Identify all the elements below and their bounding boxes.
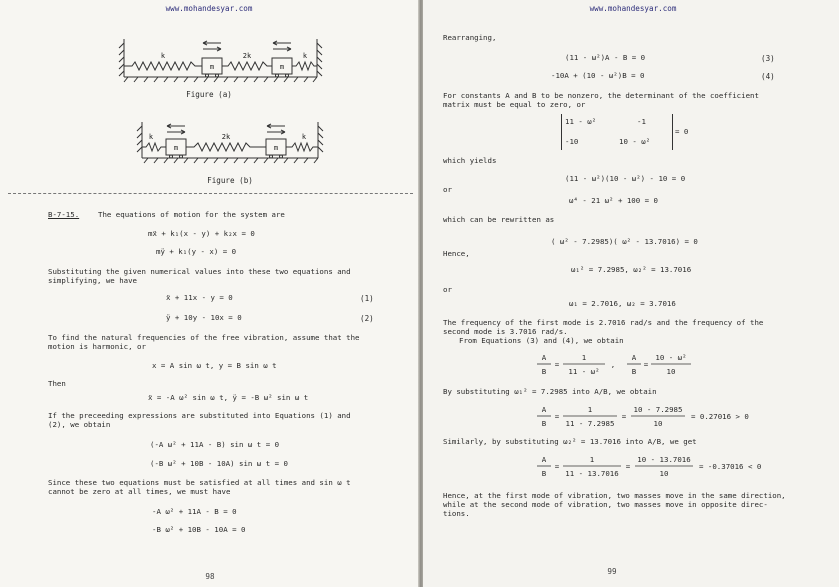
- intro-text: The equations of motion for the system are: [98, 210, 285, 219]
- left-watermark: www.mohandesyar.com: [165, 4, 253, 13]
- ratio-2-den-2: 10: [659, 469, 669, 478]
- preceding-text-line-1: If the preceeding expressions are substituted into Equations (1) and: [48, 411, 351, 420]
- fig-b-mass-2-label: m: [273, 144, 279, 152]
- fig-a-mass-2-label: m: [279, 63, 285, 71]
- acceleration-expressions: ẍ = -A ω² sin ω t, ÿ = -B ω² sin ω t: [148, 393, 309, 402]
- final-equation-1: -A ω² + 11A - B = 0: [152, 507, 237, 516]
- fig-a-spring-1-label: k: [160, 52, 166, 60]
- ratio-general-den-b2: B: [631, 367, 637, 376]
- equation-1-number: (1): [360, 294, 374, 303]
- factored-equation: ( ω² - 7.2985)( ω² - 13.7016) = 0: [551, 237, 698, 246]
- final-equation-2: -B ω² + 10B - 10A = 0: [152, 525, 246, 534]
- ratio-1-num-2: 10 - 7.2985: [633, 405, 683, 414]
- ratio-general-den-b: B: [541, 367, 547, 376]
- fig-a-mass-1-label: m: [209, 63, 215, 71]
- harmonic-text-line-2: motion is harmonic, or: [48, 342, 146, 351]
- ratio-general: [533, 350, 753, 380]
- which-yields-text: which yields: [443, 156, 497, 165]
- ratio-general-num-1: 1: [581, 353, 587, 362]
- fig-b-spring-2-label: 2k: [221, 133, 231, 141]
- since-text-line-1: Since these two equations must be satisfied at all times and sin ω t: [48, 478, 351, 487]
- ratio-1-den-b: B: [541, 419, 547, 428]
- figure-a-diagram: [118, 37, 323, 89]
- frequency-text-line-1: The frequency of the first mode is 2.7016 rad/s and the frequency of the: [443, 318, 764, 327]
- fig-a-spring-3-label: k: [302, 52, 308, 60]
- determinant-a11: 11 - ω²: [565, 117, 597, 126]
- ratio-1-result: = 0.27016 > 0: [691, 412, 749, 421]
- from-equations-text: From Equations (3) and (4), we obtain: [459, 336, 624, 345]
- figure-a-caption: Figure (a): [186, 90, 232, 99]
- hence-text-1: Hence,: [443, 249, 470, 258]
- svg-text:=: =: [554, 462, 560, 471]
- determinant-rhs: = 0: [675, 127, 689, 136]
- omega-squared-values: ω₁² = 7.2985, ω₂² = 13.7016: [571, 265, 692, 274]
- then-text: Then: [48, 379, 66, 388]
- ratio-1-num-a: A: [541, 405, 547, 414]
- right-page-number: 99: [607, 567, 617, 576]
- characteristic-equation: (11 - ω²)(10 - ω²) - 10 = 0: [565, 174, 686, 183]
- fig-b-spring-1-label: k: [148, 133, 154, 141]
- determinant-a12: -1: [637, 117, 646, 126]
- ratio-2-num-2: 10 - 13.7016: [637, 455, 691, 464]
- determinant-a22: 10 - ω²: [619, 137, 651, 146]
- equation-of-motion-2: mÿ + k₁(y - x) = 0: [156, 247, 237, 256]
- determinant-a21: -10: [565, 137, 579, 146]
- equation-3-number: (3): [761, 54, 775, 63]
- ratio-2-result: = -0.37016 < 0: [699, 462, 762, 471]
- subst-text-line-1: Substituting the given numerical values into these two equations and: [48, 267, 351, 276]
- substitute-omega-2-text: Similarly, by substituting ω₂² = 13.7016 into A/B, we get: [443, 437, 697, 446]
- equation-3: (11 - ω²)A - B = 0: [565, 53, 646, 62]
- ratio-general-num-a2: A: [631, 353, 637, 362]
- determinant-right-bar: [672, 114, 673, 150]
- ratio-mode-2: [533, 452, 793, 482]
- equation-4: -10A + (10 - ω²)B = 0: [551, 71, 645, 80]
- rewritten-text: which can be rewritten as: [443, 215, 555, 224]
- fig-a-spring-2-label: 2k: [242, 52, 252, 60]
- svg-text:,: ,: [610, 360, 616, 369]
- determinant-text-line-1: For constants A and B to be nonzero, the determinant of the coefficient: [443, 91, 759, 100]
- determinant-left-bar: [561, 114, 562, 150]
- left-page-number: 98: [205, 572, 215, 581]
- svg-text:=: =: [625, 462, 631, 471]
- substituted-equation-2: (-B ω² + 10B - 10A) sin ω t = 0: [150, 459, 288, 468]
- problem-id: B-7-15.: [48, 210, 80, 219]
- rearranging-text: Rearranging,: [443, 33, 497, 42]
- equation-1: ẍ + 11x - y = 0: [166, 293, 233, 302]
- figure-b-diagram: [136, 120, 324, 168]
- left-page: [0, 0, 419, 587]
- equation-of-motion-1: mẍ + k₁(x - y) + k₂x = 0: [148, 229, 255, 238]
- ratio-1-den-1: 11 - 7.2985: [565, 419, 615, 428]
- right-page: [423, 0, 839, 587]
- ratio-2-num-a: A: [541, 455, 547, 464]
- determinant-text-line-2: matrix must be equal to zero, or: [443, 100, 586, 109]
- ratio-2-num-1: 1: [589, 455, 595, 464]
- equation-2: ÿ + 10y - 10x = 0: [166, 313, 242, 322]
- ratio-2-den-b: B: [541, 469, 547, 478]
- harmonic-assumption: x = A sin ω t, y = B sin ω t: [152, 361, 277, 370]
- frequency-text-line-2: second mode is 3.7016 rad/s.: [443, 327, 568, 336]
- substitute-omega-1-text: By substituting ω₁² = 7.2985 into A/B, we obtain: [443, 387, 657, 396]
- or-text-2: or: [443, 285, 452, 294]
- svg-text:=: =: [621, 412, 627, 421]
- fig-b-mass-1-label: m: [173, 144, 179, 152]
- equation-4-number: (4): [761, 72, 775, 81]
- ratio-mode-1: [533, 402, 773, 432]
- subst-text-line-2: simplifying, we have: [48, 276, 137, 285]
- fig-b-spring-3-label: k: [301, 133, 307, 141]
- preceding-text-line-2: (2), we obtain: [48, 420, 111, 429]
- ratio-general-den-3: 10: [666, 367, 676, 376]
- figure-b-caption: Figure (b): [207, 176, 253, 185]
- equation-2-number: (2): [360, 314, 374, 323]
- ratio-general-num-3: 10 - ω²: [655, 353, 687, 362]
- omega-values: ω₁ = 2.7016, ω₂ = 3.7016: [569, 299, 676, 308]
- svg-text:=: =: [554, 360, 560, 369]
- svg-text:=: =: [643, 360, 649, 369]
- ratio-general-den-1: 11 - ω²: [568, 367, 600, 376]
- harmonic-text-line-1: To find the natural frequencies of the free vibration, assume that the: [48, 333, 360, 342]
- substituted-equation-1: (-A ω² + 11A - B) sin ω t = 0: [150, 440, 280, 449]
- ratio-1-den-2: 10: [653, 419, 663, 428]
- conclusion-line-1: Hence, at the first mode of vibration, two masses move in the same direction,: [443, 491, 786, 500]
- conclusion-line-2: while at the second mode of vibration, two masses move in opposite direc-: [443, 500, 768, 509]
- right-watermark: www.mohandesyar.com: [589, 4, 677, 13]
- svg-text:=: =: [554, 412, 560, 421]
- ratio-1-num-1: 1: [587, 405, 593, 414]
- ratio-2-den-1: 11 - 13.7016: [565, 469, 619, 478]
- conclusion-line-3: tions.: [443, 509, 470, 518]
- since-text-line-2: cannot be zero at all times, we must have: [48, 487, 231, 496]
- or-text-1: or: [443, 185, 452, 194]
- ratio-general-num-a: A: [541, 353, 547, 362]
- section-divider: [8, 193, 413, 194]
- frequency-polynomial: ω⁴ - 21 ω² + 100 = 0: [569, 196, 658, 205]
